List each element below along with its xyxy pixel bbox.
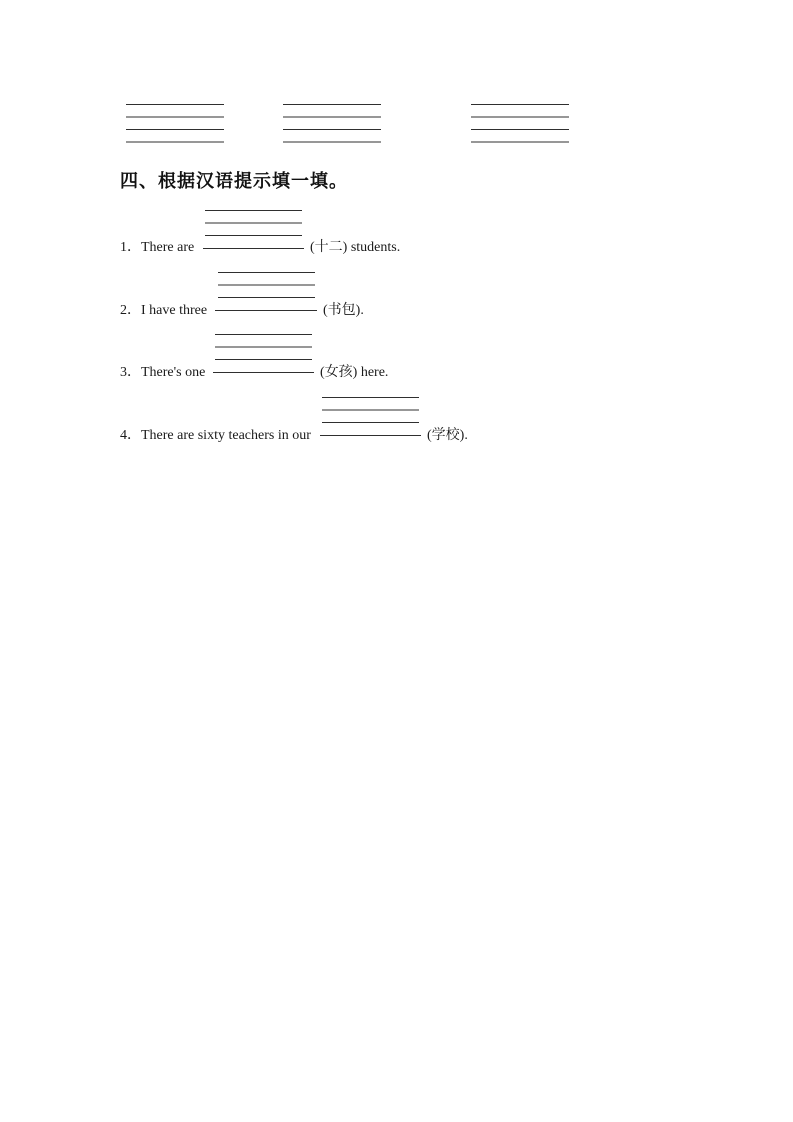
writing-guide [322,397,419,424]
writing-guide [218,272,315,299]
item-hint: (书包). [323,303,364,318]
item-number: 1． [120,240,141,255]
item-hint: (女孩) here. [320,365,389,380]
writing-guide-group [283,104,381,143]
writing-guide [205,210,302,237]
item-number: 4． [120,428,141,443]
item-number: 3． [120,365,141,380]
section-heading: 四、根据汉语提示填一填。 [120,171,348,191]
fill-in-blank [215,310,317,311]
writing-guide [215,334,312,361]
item-number: 2． [120,303,141,318]
fill-in-blank [213,372,314,373]
fill-in-blank [320,435,421,436]
writing-guide-group [126,104,224,143]
writing-guide-group [471,104,569,143]
fill-in-blank [203,248,304,249]
item-text: I have three [141,303,208,318]
item-text: There's one [141,365,206,380]
item-hint: (学校). [427,428,468,443]
item-hint: (十二) students. [310,240,401,255]
item-text: There are sixty teachers in our [141,428,311,443]
item-text: There are [141,240,195,255]
